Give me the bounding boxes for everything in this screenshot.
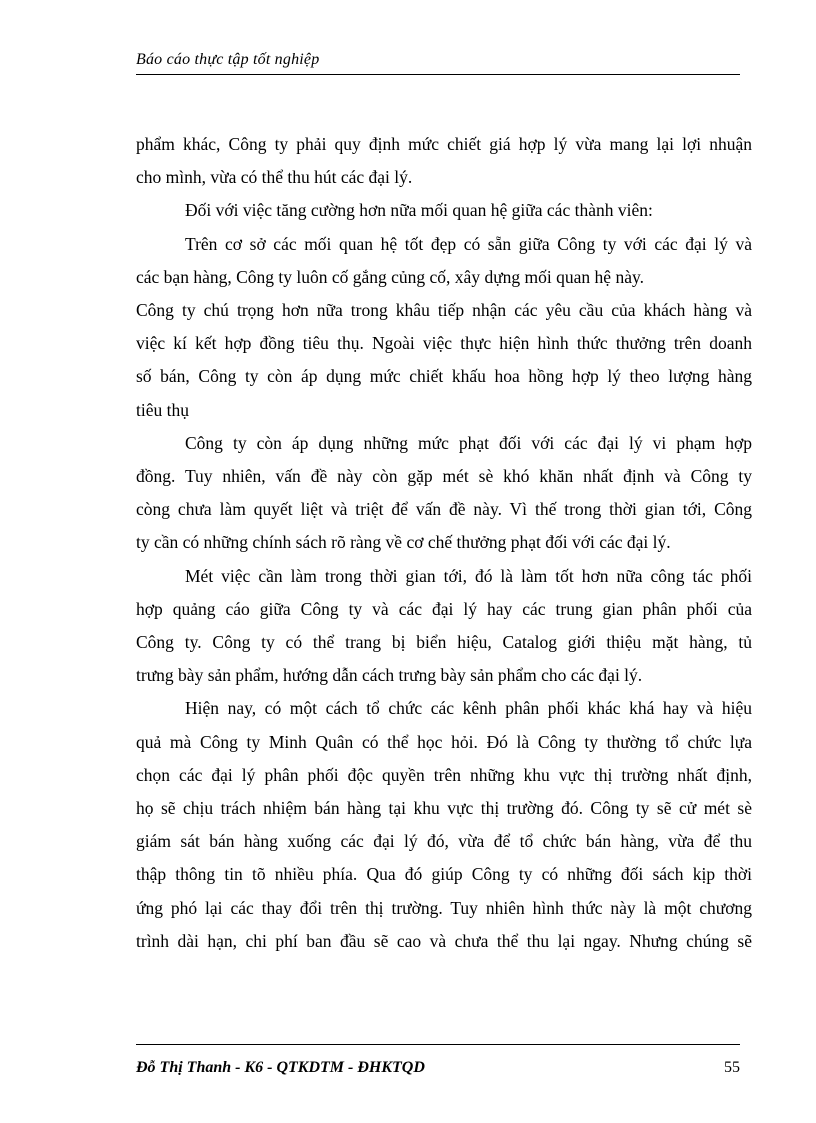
text-line: số bán, Công ty còn áp dụng mức chiết khấu hoa hồng hợp lý theo lượng hàng: [136, 366, 752, 387]
text-line: Mét việc cần làm trong thời gian tới, đó là làm tốt hơn nữa công tác phối: [185, 565, 752, 586]
text-line: Trên cơ sở các mối quan hệ tốt đẹp có sẵn giữa Công ty với các đại lý và: [185, 233, 752, 254]
footer-divider: [136, 1044, 740, 1045]
text-line: hợp quảng cáo giữa Công ty và các đại lý hay các trung gian phân phối của: [136, 598, 752, 619]
text-line: họ sẽ chịu trách nhiệm bán hàng tại khu vực thị trường đó. Công ty sẽ cử mét sè: [136, 798, 752, 819]
text-line: Công ty. Công ty có thể trang bị biển hiệu, Catalog giới thiệu mặt hàng, tủ: [136, 632, 752, 653]
text-line: trưng bày sản phẩm, hướng dẫn cách trưng bày sản phẩm cho các đại lý.: [136, 665, 643, 686]
page-number: 55: [724, 1059, 740, 1076]
document-body: [136, 128, 752, 958]
text-line: Công ty chú trọng hơn nữa trong khâu tiếp nhận các yêu cầu của khách hàng và: [136, 300, 752, 321]
text-line: phẩm khác, Công ty phải quy định mức chiết giá hợp lý vừa mang lại lợi nhuận: [136, 134, 752, 154]
text-line: ty cần có những chính sách rõ ràng về cơ chế thưởng phạt đối với các đại lý.: [136, 532, 671, 553]
text-line: cho mình, vừa có thể thu hút các đại lý.: [136, 167, 413, 188]
header-title: Báo cáo thực tập tốt nghiệp: [136, 51, 320, 68]
text-line: chọn các đại lý phân phối độc quyền trên những khu vực thị trường nhất định,: [136, 764, 752, 785]
text-line: quả mà Công ty Minh Quân có thể học hỏi. Đó là Công ty thường tổ chức lựa: [136, 731, 752, 752]
text-line: trình dài hạn, chi phí ban đầu sẽ cao và chưa thể thu lại ngay. Nhưng chúng sẽ: [136, 930, 752, 951]
text-line: Công ty còn áp dụng những mức phạt đối với các đại lý vi phạm hợp: [185, 432, 752, 453]
footer-author: Đỗ Thị Thanh - K6 - QTKDTM - ĐHKTQD: [136, 1059, 425, 1076]
text-line: các bạn hàng, Công ty luôn cố gắng củng cố, xây dựng mối quan hệ này.: [136, 266, 644, 287]
text-line: giám sát bán hàng xuống các đại lý đó, vừa để tổ chức bán hàng, vừa để thu: [136, 831, 752, 852]
text-line: thập thông tin tõ nhiều phía. Qua đó giúp Công ty có những đối sách kịp thời: [136, 864, 752, 885]
text-line: việc kí kết hợp đồng tiêu thụ. Ngoài việc thực hiện hình thức thưởng trên doanh: [136, 333, 752, 354]
text-line: Hiện nay, có một cách tổ chức các kênh phân phối khác khá hay và hiệu: [185, 698, 752, 719]
text-line: còng chưa làm quyết liệt và triệt để vấn đề này. Vì thế trong thời gian tới, Công: [136, 499, 752, 520]
text-line: tiêu thụ: [136, 399, 189, 420]
page-header: [136, 50, 740, 75]
text-line: ứng phó lại các thay đổi trên thị trường. Tuy nhiên hình thức này là một chương: [136, 897, 752, 918]
text-line: đồng. Tuy nhiên, vấn đề này còn gặp mét sè khó khăn nhất định và Công ty: [136, 466, 752, 487]
text-line: Đối với việc tăng cường hơn nữa mối quan hệ giữa các thành viên:: [185, 200, 653, 221]
